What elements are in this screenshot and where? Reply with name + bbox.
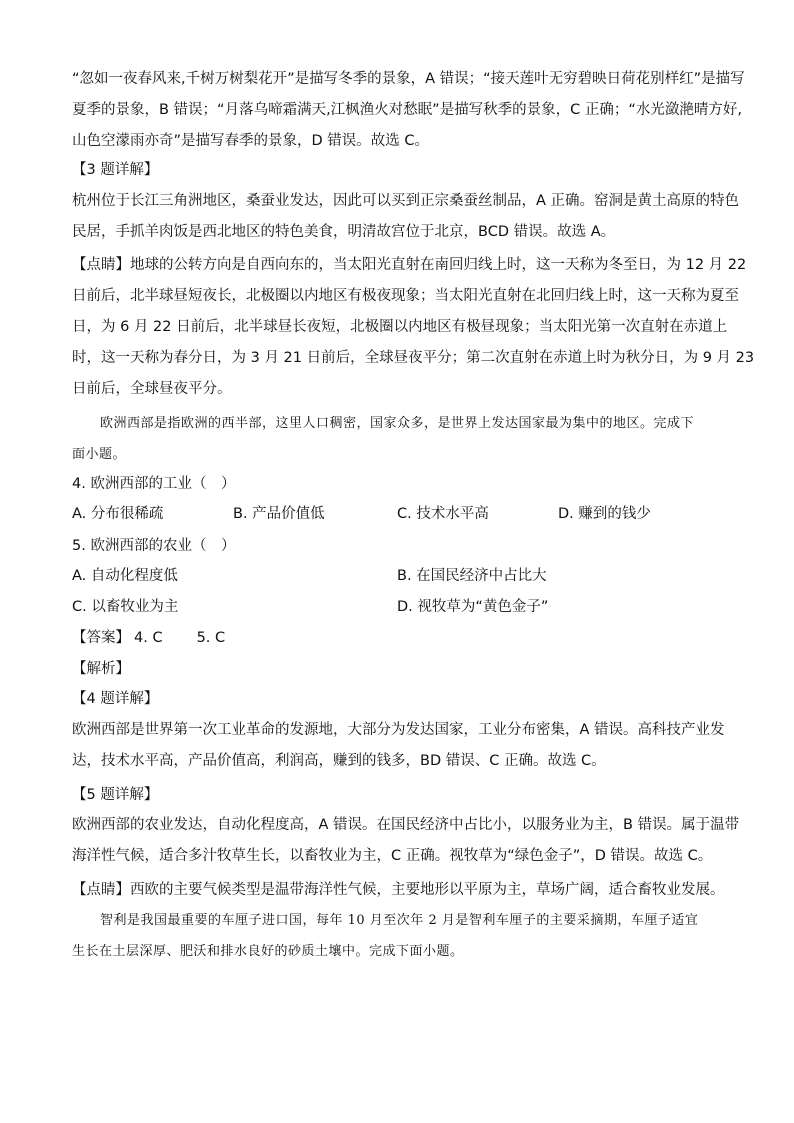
- q5-detail-paragraph: [72, 810, 740, 872]
- q3-detail-heading: 【3 题详解】: [72, 162, 159, 178]
- q3-detail-paragraph: [72, 186, 740, 248]
- text-line: 海洋性气候，适合多汁牧草生长，以畜牧业为主，C 正确。视牧草为“绿色金子”，D 错误。故选 C。: [72, 848, 713, 864]
- text-line: 时，这一天称为春分日，为 3 月 21 日前后，全球昼夜平分；第二次直射在赤道上时为秋分日，为 9 月 23: [72, 350, 755, 366]
- question-4-stem: 4. 欧洲西部的工业（ ）: [72, 476, 236, 492]
- answer-q5: 5. C: [196, 630, 226, 646]
- explanation-paragraph-seasons: [72, 64, 745, 157]
- q5-option-a: A. 自动化程度低: [72, 568, 178, 584]
- text-line: “忽如一夜春风来,千树万树梨花开”是描写冬季的景象，A 错误；“接天莲叶无穷碧映日荷花别样红”是描写: [72, 71, 745, 87]
- text-line: 山色空濛雨亦奇”是描写春季的景象，D 错误。故选 C。: [72, 133, 430, 149]
- text-line: 民居，手抓羊肉饭是西北地区的特色美食，明清故宫位于北京，BCD 错误。故选 A。: [72, 224, 616, 240]
- q4-option-a: A. 分布很稀疏: [72, 506, 164, 522]
- text-line: 日前后，北半球昼短夜长，北极圈以内地区有极夜现象；当太阳光直射在北回归线上时，这一天称为夏至: [72, 288, 739, 304]
- q4-detail-paragraph: [72, 715, 725, 777]
- q5-option-d: D. 视牧草为“黄色金子”: [397, 599, 549, 615]
- q4-option-d: D. 赚到的钱少: [558, 506, 651, 522]
- text-line: 【点睛】地球的公转方向是自西向东的，当太阳光直射在南回归线上时，这一天称为冬至日，为 12 月 22: [72, 257, 747, 273]
- question-5-stem: 5. 欧洲西部的农业（ ）: [72, 538, 236, 554]
- intro-europe-west: [72, 408, 740, 470]
- text-line: 欧洲西部的农业发达，自动化程度高，A 错误。在国民经济中占比小，以服务业为主，B 错误。属于温带: [72, 817, 740, 833]
- text-line: 欧洲西部是世界第一次工业革命的发源地，大部分为发达国家，工业分布密集，A 错误。高科技产业发: [72, 722, 725, 738]
- text-line: 生长在土层深厚、肥沃和排水良好的砂质土壤中。完成下面小题。: [72, 944, 464, 959]
- q5-option-b: B. 在国民经济中占比大: [397, 568, 547, 584]
- answer-q4: 4. C: [134, 630, 163, 646]
- text-line: 达，技术水平高，产品价值高，利润高，赚到的钱多，BD 错误、C 正确。故选 C。: [72, 753, 606, 769]
- tip-paragraph-earth-orbit: [72, 250, 755, 405]
- answer-line: [72, 628, 225, 648]
- text-line: 杭州位于长江三角洲地区，桑蚕业发达，因此可以买到正宗桑蚕丝制品，A 正确。窑洞是黄土高原的特色: [72, 193, 740, 209]
- q4-option-b: B. 产品价值低: [233, 506, 325, 522]
- text-line: 日，为 6 月 22 日前后，北半球昼长夜短，北极圈以内地区有极昼现象；当太阳光第一次直射在赤道上: [72, 319, 728, 335]
- text-line: 智利是我国最重要的车厘子进口国，每年 10 月至次年 2 月是智利车厘子的主要采摘期，车厘子适宜: [100, 913, 699, 928]
- tip-west-europe-climate: 【点睛】西欧的主要气候类型是温带海洋性气候，主要地形以平原为主，草场广阔，适合畜牧业发展。: [72, 882, 725, 898]
- q5-option-c: C. 以畜牧业为主: [72, 599, 179, 615]
- q4-option-c: C. 技术水平高: [397, 506, 489, 522]
- intro-chile-cherries: [72, 905, 740, 967]
- q4-detail-heading: 【4 题详解】: [72, 691, 159, 707]
- text-line: 日前后，全球昼夜平分。: [72, 381, 232, 397]
- text-line: 面小题。: [72, 447, 127, 462]
- q5-detail-heading: 【5 题详解】: [72, 787, 159, 803]
- analysis-heading: 【解析】: [72, 661, 130, 677]
- text-line: 欧洲西部是指欧洲的西半部，这里人口稠密，国家众多，是世界上发达国家最为集中的地区。完成下: [100, 416, 695, 431]
- text-line: 夏季的景象，B 错误；“月落乌啼霜满天,江枫渔火对愁眠”是描写秋季的景象，C 正确；“水光潋滟晴方好,: [72, 102, 743, 118]
- answer-label: 【答案】: [72, 630, 130, 646]
